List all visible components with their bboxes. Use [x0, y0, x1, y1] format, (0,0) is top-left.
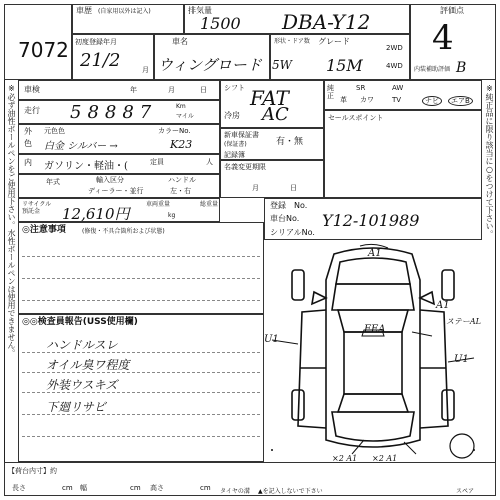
model-code: DBA-Y12 [282, 10, 371, 34]
import-label: 輸入区分 [96, 176, 124, 184]
car-damage-diagram [264, 240, 482, 462]
equipment-leather: 革 [340, 96, 347, 104]
reg-label: 登録 [270, 201, 286, 210]
sales-point-label: セールスポイント [328, 114, 384, 122]
inspector-line-1: ハンドルスレ [46, 338, 118, 352]
car-name-label: 車名 [172, 37, 188, 46]
mileage-label: 走行 [24, 106, 40, 115]
name-change-month: 月 [252, 184, 259, 192]
vehicle-weight-label: 車両重量 [146, 201, 171, 208]
gross-weight-label: 総重量 [200, 201, 219, 208]
recycle-label: リサイクル預託金 [22, 201, 52, 215]
color-sub-label: 色 [24, 139, 32, 148]
warranty-note: (保証書) [224, 141, 247, 148]
car-history-label: 車歴 [76, 6, 92, 15]
serial-label: シリアルNo. [270, 228, 315, 237]
equipment-tv: TV [392, 96, 402, 104]
mark-xa: ×2 A1 [372, 454, 398, 463]
color-label: 外 [24, 127, 32, 136]
equipment-sr: SR [356, 84, 366, 92]
name-change-label: 名義変更期限 [224, 163, 266, 171]
lot-number: 7072 [18, 38, 69, 62]
grade-value: 15M [326, 56, 363, 75]
cargo-label: 【荷台内寸】約 [8, 467, 57, 475]
inspection-month: 月 [168, 86, 175, 94]
inspection-cell [18, 80, 220, 100]
scale-note: ▲を記入しないで下さい [258, 488, 323, 495]
first-reg-label: 初度登録年月 [75, 38, 117, 46]
shape-value: 5W [272, 58, 292, 72]
mark-a1-top: A1 [368, 248, 382, 259]
mark-sticker: ステーAL [446, 317, 481, 326]
mark-u1-right: U1 [454, 354, 469, 365]
inspector-rule-4 [22, 414, 260, 415]
equipment-airbag: エアB [448, 96, 473, 106]
inspector-line-3: 外装ウスキズ [46, 378, 118, 392]
notes-title: ◎注意事項 [22, 225, 66, 235]
capacity-unit: 人 [206, 158, 213, 166]
cargo-length-label: 長さ [12, 484, 26, 492]
mark-u1-left: U1 [264, 334, 279, 345]
weight-unit: kg [168, 212, 176, 219]
capacity-label: 定員 [150, 158, 164, 166]
interior-color-label: 内 [24, 158, 32, 167]
handle-label: ハンドル [168, 176, 196, 184]
drive-2wd: 2WD [386, 44, 403, 52]
shift-value: FAT [250, 86, 289, 110]
inspector-rule-2 [22, 372, 260, 373]
mark-a1-right: A1 [436, 300, 450, 311]
chassis-label: 車台No. [270, 214, 300, 223]
score-label: 評価点 [440, 6, 464, 15]
interior-score-label: 内装補助評価 [414, 66, 451, 73]
notes-subtitle: (修復・不具合箇所および状態) [82, 228, 165, 235]
inspector-line-4: 下廻リサビ [46, 400, 106, 414]
cargo-width-label: 幅 [80, 484, 87, 492]
car-name-value: ウィングロード [158, 56, 262, 74]
color-value: 白金 シルバー → [44, 141, 118, 152]
notes-rule-2 [22, 278, 260, 279]
grade-label: グレード [318, 37, 350, 46]
cargo-height-unit: cm [200, 484, 211, 492]
side-note: ※必ず油性ボールペンをご使用下さい。水性ボールペンは使用できません。 [7, 84, 16, 357]
mark-fea: FEA [364, 324, 386, 335]
mileage-unit-km: Km [176, 103, 186, 110]
equipment-title: 純正 [327, 84, 334, 100]
dealer-label: ディーラー・並行 [88, 187, 144, 195]
inspection-year: 年 [130, 86, 137, 94]
original-color-label: 元色色 [44, 127, 65, 135]
displacement-value: 1500 [200, 14, 241, 33]
name-change-day: 日 [290, 184, 297, 192]
inspector-rule-5 [22, 436, 260, 437]
bottom-bar [4, 462, 496, 496]
cargo-length-unit: cm [62, 484, 73, 492]
drive-4wd: 4WD [386, 62, 403, 70]
color-no-label: カラーNo. [158, 127, 191, 135]
mark-u2: ×2 A1 [332, 454, 358, 463]
notes-rule-3 [22, 300, 260, 301]
warranty-label: 新車保証書 [224, 131, 259, 139]
mileage-value: 58887 [70, 102, 158, 123]
handle-value: 左・右 [170, 187, 191, 195]
ac-label: 冷房 [224, 111, 240, 120]
recycle-value: 12,610円 [62, 205, 130, 223]
spare-label: スペア [456, 488, 475, 495]
notes-rule-1 [22, 256, 260, 257]
car-history-note: (自家用以外は記入) [98, 8, 151, 15]
inspector-rule-1 [22, 352, 260, 353]
shift-label: シフト [224, 84, 245, 92]
reg-no-label: No. [294, 201, 308, 210]
first-reg-unit: 月 [142, 66, 149, 74]
inspection-label: 車検 [24, 85, 40, 94]
chassis-value: Y12-101989 [322, 211, 420, 230]
equipment-kawa: カワ [360, 96, 374, 104]
inspector-line-2: オイル臭ワ程度 [46, 358, 130, 372]
tread-label: タイヤの溝 [220, 488, 250, 495]
color-no-value: K23 [170, 138, 193, 151]
score-value: 4 [432, 18, 454, 58]
interior-score-value: B [456, 60, 467, 76]
mileage-unit-mile: マイル [176, 113, 194, 120]
inspector-rule-3 [22, 392, 260, 393]
ac-value: AC [262, 104, 289, 125]
model-year-label: 年式 [46, 178, 60, 186]
cargo-height-label: 高さ [150, 484, 164, 492]
shape-label: 形状・ドア数 [274, 38, 310, 45]
record-label: 記録簿 [224, 151, 245, 159]
inspector-title: ◎◎検査員報告(USS使用欄) [22, 317, 138, 327]
equipment-aw: AW [392, 84, 404, 92]
inspection-day: 日 [200, 86, 207, 94]
first-reg-value: 21/2 [80, 50, 121, 71]
sales-point-cell [324, 110, 482, 198]
cargo-width-unit: cm [130, 484, 141, 492]
displacement-label: 排気量 [188, 6, 212, 15]
equipment-navi: ナビ [422, 96, 442, 106]
warranty-have: 有・無 [276, 137, 304, 147]
fuel-value: ガソリン・軽油・( [44, 161, 128, 172]
right-note: ※純正品に限り該当に○をつけて下さい。 [485, 84, 494, 238]
